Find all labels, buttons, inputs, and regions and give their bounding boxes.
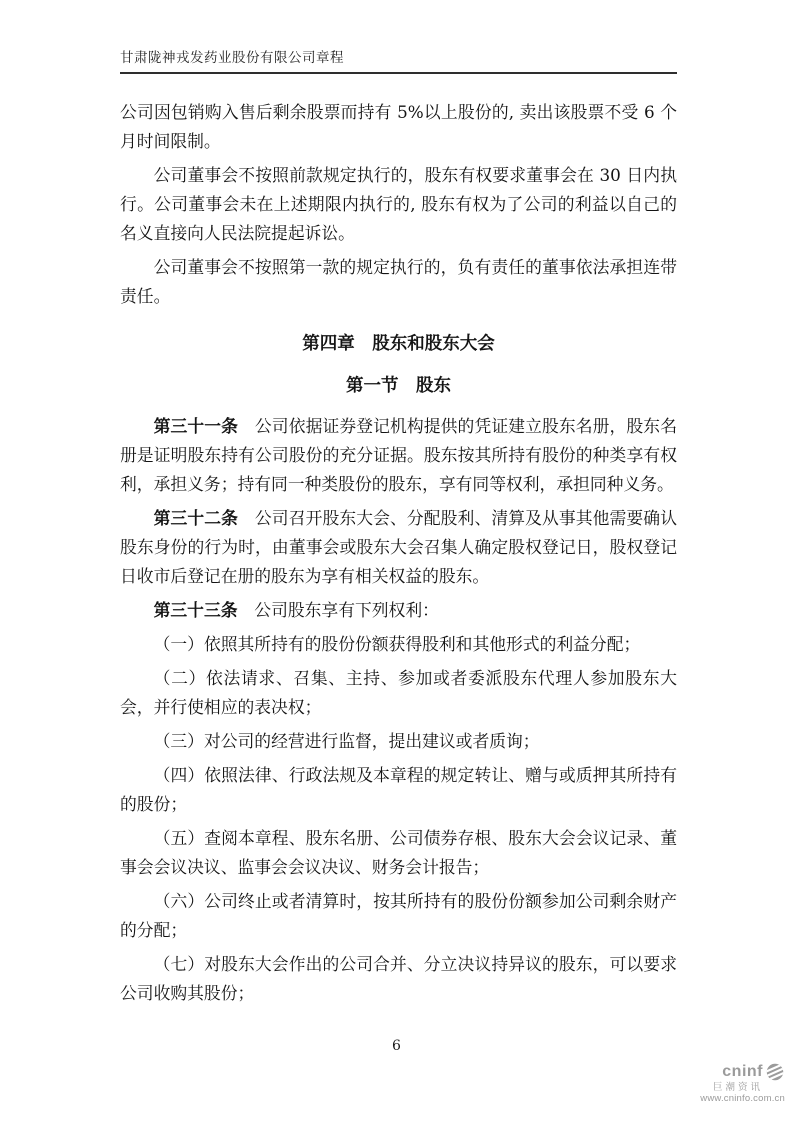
body-paragraph: 公司董事会不按照前款规定执行的，股东有权要求董事会在 30 日内执行。公司董事会未在上述期限内执行的, 股东有权为了公司的利益以自己的名义直接向人民法院提起诉讼。	[120, 165, 677, 243]
cninfo-logo	[693, 1062, 785, 1105]
article-number: 第三十二条	[153, 508, 239, 528]
article-number: 第三十三条	[153, 600, 238, 620]
body-paragraph: （四）依照法律、行政法规及本章程的规定转让、赠与或质押其所持有的股份；	[120, 765, 677, 814]
document-header	[120, 46, 677, 74]
cninfo-logo-chinese: 巨潮资讯	[712, 1082, 763, 1093]
body-paragraph: （六）公司终止或者清算时，按其所持有的股份份额参加公司剩余财产的分配；	[120, 891, 677, 940]
chapter-heading: 第四章 股东和股东大会	[302, 334, 495, 354]
body-paragraph: （二）依法请求、召集、主持、参加或者委派股东代理人参加股东大会，并行使相应的表决权；	[120, 668, 677, 717]
cninfo-logo-text: cninf	[722, 1063, 763, 1081]
cninfo-logo-url: www.cninfo.com.cn	[700, 1093, 785, 1105]
body-paragraph: （七）对股东大会作出的公司合并、分立决议持异议的股东，可以要求公司收购其股份；	[120, 954, 677, 1003]
cninfo-swirl-icon	[765, 1062, 785, 1082]
cninfo-logo-brand-row	[693, 1062, 785, 1082]
document-content	[120, 98, 677, 1013]
article-paragraph: 第三十一条 公司依据证券登记机构提供的凭证建立股东名册，股东名册是证明股东持有公司股份的充分证据。股东按其所持有股份的种类享有权利，承担义务；持有同一种类股份的股东，享有同等权利，承担同种义务。	[120, 416, 677, 494]
body-paragraph: 公司董事会不按照第一款的规定执行的，负有责任的董事依法承担连带责任。	[120, 257, 677, 306]
article-paragraph: 第三十三条 公司股东享有下列权利：	[153, 600, 439, 620]
body-paragraph: （一）依照其所持有的股份份额获得股利和其他形式的利益分配；	[153, 634, 641, 654]
body-paragraph: （五）查阅本章程、股东名册、公司债券存根、股东大会会议记录、董事会会议决议、监事会会议决议、财务会计报告；	[120, 828, 677, 877]
section-heading: 第一节 股东	[346, 376, 451, 396]
document-header-title: 甘肃陇神戎发药业股份有限公司章程	[120, 50, 344, 66]
body-paragraph: （三）对公司的经营进行监督，提出建议或者质询；	[153, 731, 540, 751]
article-paragraph: 第三十二条 公司召开股东大会、分配股利、清算及从事其他需要确认股东身份的行为时，由董事会或股东大会召集人确定股权登记日，股权登记日收市后登记在册的股东为享有相关权益的股东。	[120, 508, 677, 586]
body-paragraph: 公司因包销购入售后剩余股票而持有 5%以上股份的, 卖出该股票不受 6 个月时间限制。	[120, 102, 677, 151]
article-number: 第三十一条	[153, 416, 239, 436]
page-number: 6	[392, 1038, 401, 1054]
